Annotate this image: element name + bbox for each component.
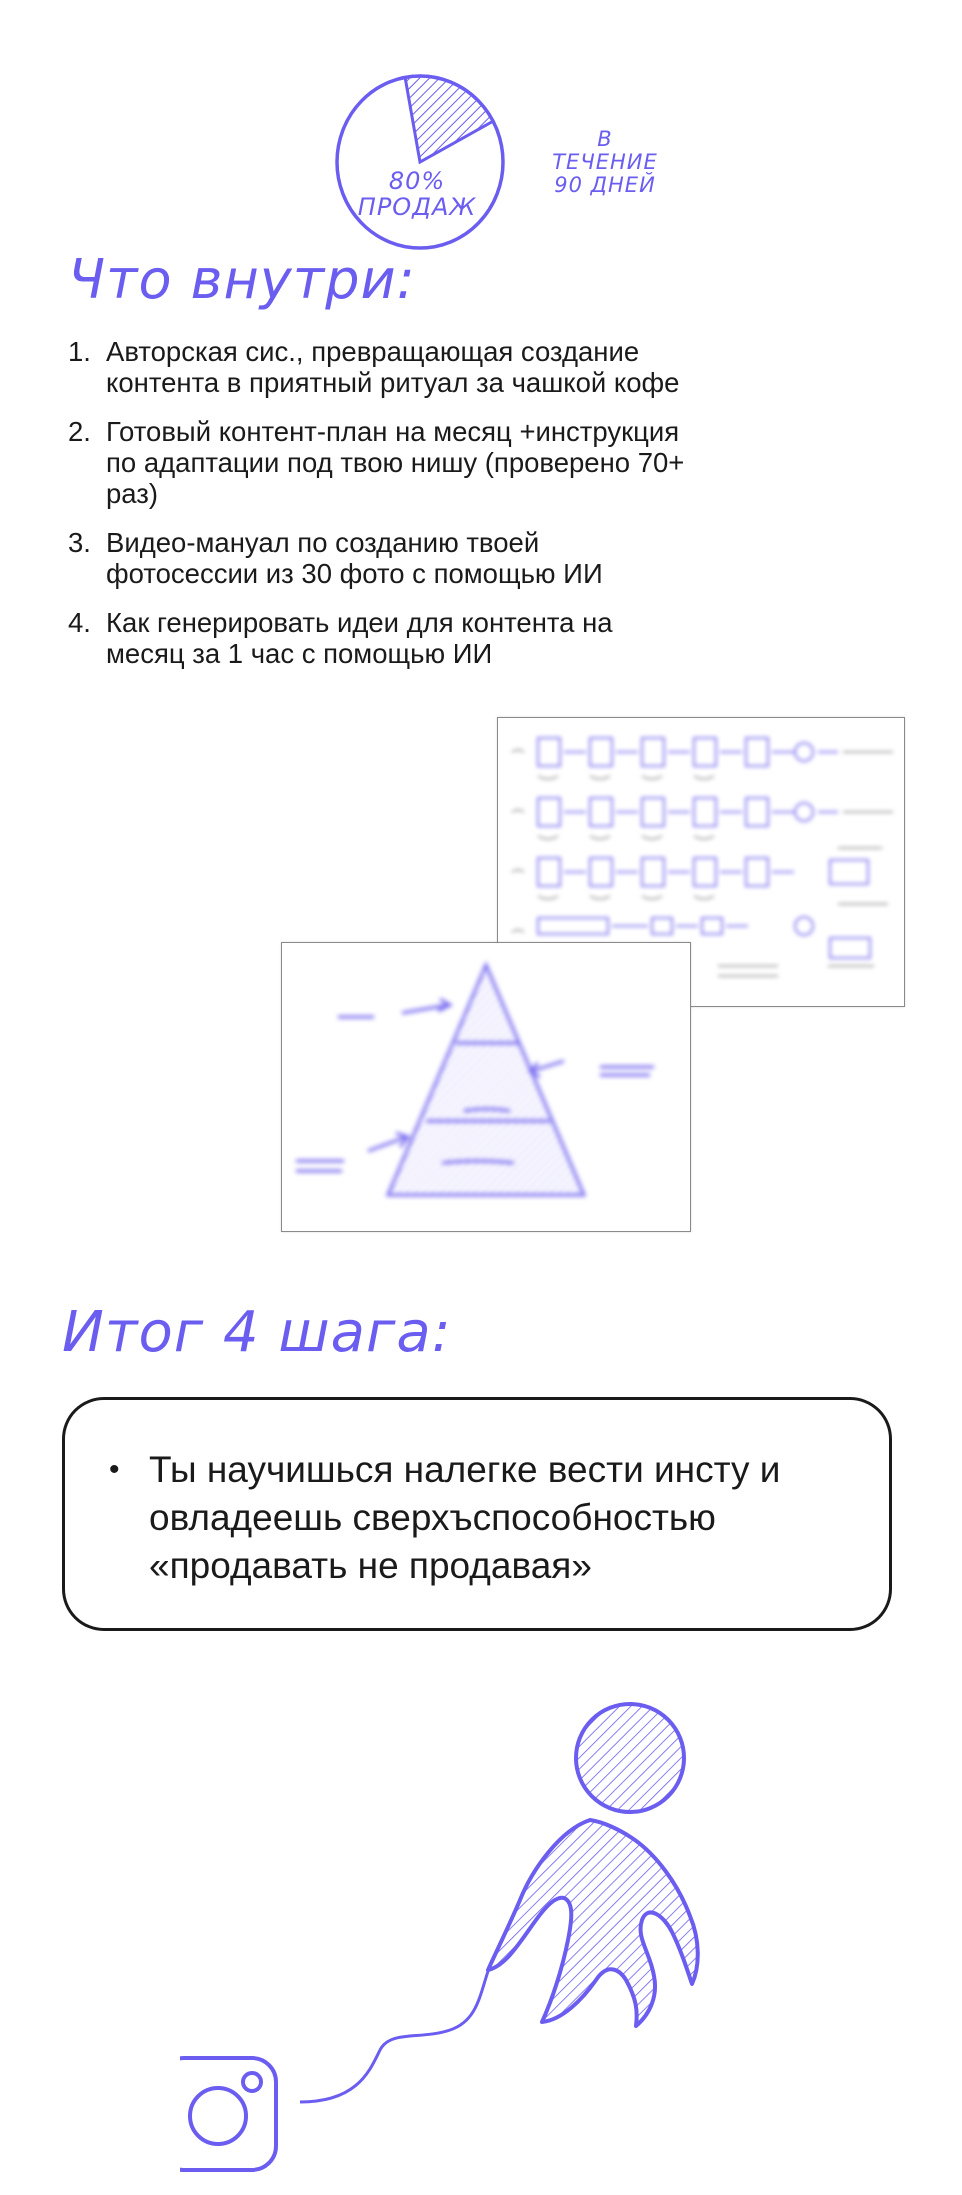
list-item-text: Авторская сис., превращающая создание контента в приятный ритуал за чашкой кофе: [106, 336, 680, 398]
inside-heading: Что внутри:: [68, 248, 416, 311]
list-item-text: Как генерировать идеи для контента на месяц за 1 час с помощью ИИ: [106, 607, 613, 669]
result-list-item: [109, 1446, 829, 1590]
list-item-text: Видео-мануал по созданию твоей фотосессии из 30 фото с помощью ИИ: [106, 527, 603, 589]
list-item: [68, 416, 688, 509]
bullet: •: [109, 1453, 120, 1486]
pie-svg: [330, 68, 510, 256]
list-item-number: 4.: [68, 607, 91, 638]
period-line: ТЕЧЕНИЕ: [552, 150, 658, 174]
result-box: [62, 1397, 892, 1631]
result-list: [109, 1446, 829, 1590]
instagram-icon: [180, 2058, 276, 2170]
list-item: [68, 336, 688, 398]
period-note: [540, 128, 670, 197]
person-with-instagram-illustration: [180, 1670, 740, 2190]
list-item: [68, 527, 688, 589]
figure-svg: [180, 1670, 740, 2190]
pie-value: 80%: [388, 167, 446, 195]
inside-list: [68, 336, 688, 687]
result-heading: Итог 4 шага:: [62, 1300, 452, 1365]
cable-line: [300, 1960, 492, 2102]
period-line: В: [597, 127, 613, 151]
list-item: [68, 607, 688, 669]
list-item-number: 2.: [68, 416, 91, 447]
result-text: Ты научишься налегке вести инсту и овладеешь сверхъспособностью «продавать не продавая»: [149, 1449, 781, 1586]
pyramid-sketch: [282, 943, 690, 1231]
person-body: [488, 1820, 698, 2026]
period-line: 90 ДНЕЙ: [554, 173, 656, 197]
person-head: [576, 1704, 684, 1812]
pie-slice-highlight: [405, 76, 493, 162]
pyramid-preview-image: [281, 942, 691, 1232]
pie-caption: ПРОДАЖ: [357, 193, 477, 221]
list-item-number: 1.: [68, 336, 91, 367]
list-item-number: 3.: [68, 527, 91, 558]
sales-pie-chart: [330, 68, 510, 256]
pie-label: [352, 168, 482, 220]
list-item-text: Готовый контент-план на месяц +инструкция по адаптации под твою нишу (проверено 70+ раз): [106, 416, 685, 509]
